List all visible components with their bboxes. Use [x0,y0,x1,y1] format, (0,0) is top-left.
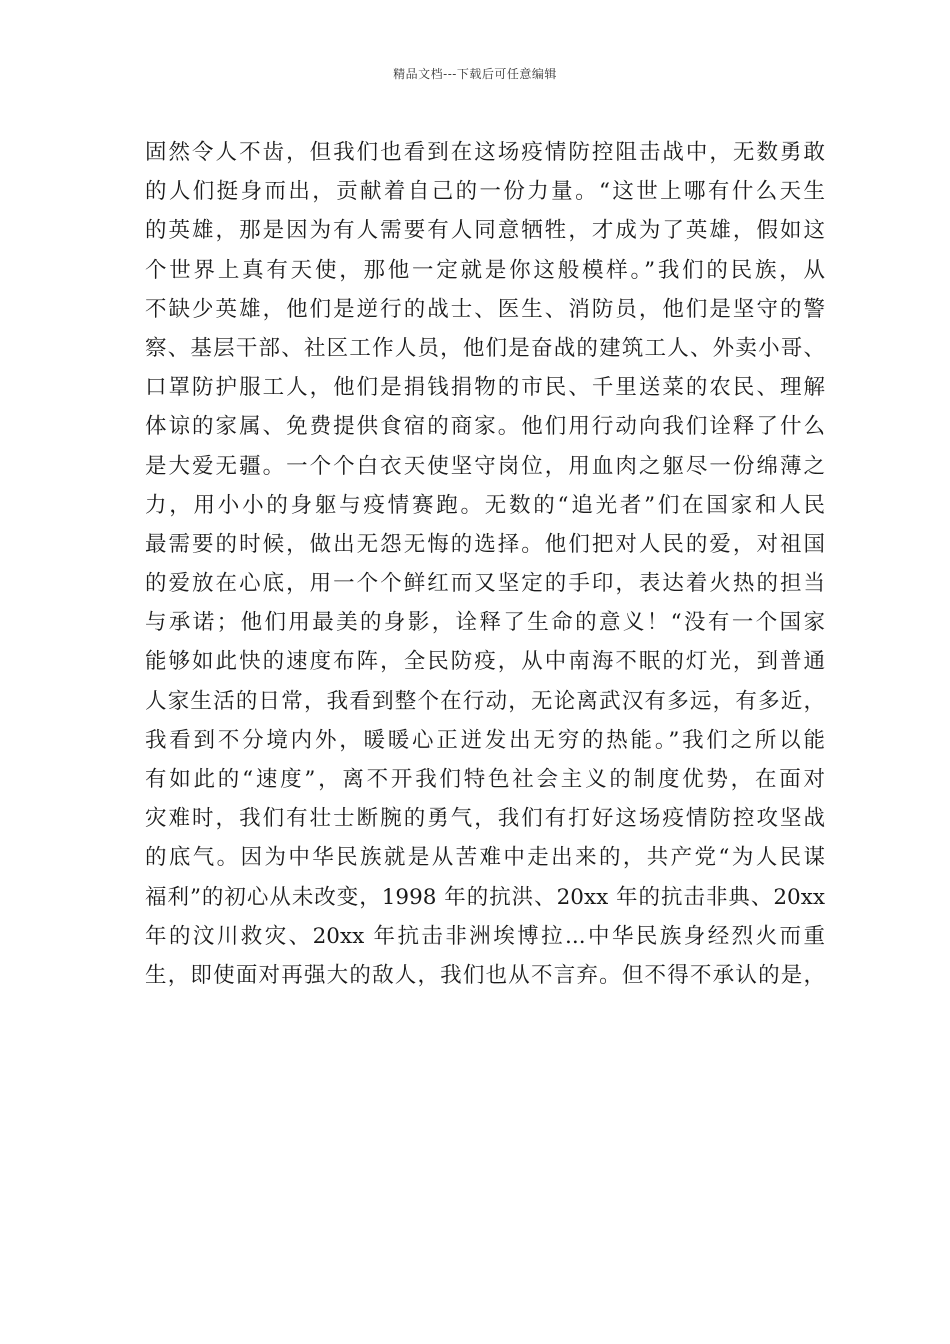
text-line: 体谅的家属、免费提供食宿的商家。他们用行动向我们诠释了什么 [145,414,825,440]
page-header: 精品文档---下载后可任意编辑 [393,67,557,81]
text-line: 口罩防护服工人，他们是捐钱捐物的市民、千里送菜的农民、理解 [145,375,825,401]
text-line: 察、基层干部、社区工作人员，他们是奋战的建筑工人、外卖小哥、 [145,335,825,361]
text-line: 与承诺；他们用最美的身影，诠释了生命的意义！“没有一个国家 [145,610,825,636]
text-line: 我看到不分境内外，暖暖心正迸发出无穷的热能。”我们之所以能 [145,727,825,753]
body-text [145,133,825,995]
text-line: 最需要的时候，做出无怨无悔的选择。他们把对人民的爱，对祖国 [145,531,825,557]
text-line: 能够如此快的速度布阵，全民防疫，从中南海不眠的灯光，到普通 [145,649,825,675]
text-line: 的爱放在心底，用一个个鲜红而又坚定的手印，表达着火热的担当 [145,571,825,597]
text-line: 的英雄，那是因为有人需要有人同意牺牲，才成为了英雄，假如这 [145,218,825,244]
text-line: 生，即使面对再强大的敌人，我们也从不言弃。但不得不承认的是， [145,962,825,988]
text-line: 灾难时，我们有壮士断腕的勇气，我们有打好这场疫情防控攻坚战 [145,806,825,832]
text-line: 固然令人不齿，但我们也看到在这场疫情防控阻击战中，无数勇敢 [145,140,825,165]
text-line: 人家生活的日常，我看到整个在行动，无论离武汉有多远，有多近， [145,688,825,714]
text-line: 个世界上真有天使，那他一定就是你这般模样。”我们的民族，从 [145,257,825,283]
text-line: 不缺少英雄，他们是逆行的战士、医生、消防员，他们是坚守的警 [145,296,825,322]
text-line: 的人们挺身而出，贡献着自己的一份力量。“这世上哪有什么天生 [145,179,825,205]
text-line: 是大爱无疆。一个个白衣天使坚守岗位，用血肉之躯尽一份绵薄之 [145,453,825,479]
text-line: 福利”的初心从未改变，1998 年的抗洪、20xx 年的抗击非典、20xx [145,884,825,910]
text-line: 有如此的“速度”，离不开我们特色社会主义的制度优势，在面对 [145,767,825,792]
text-line: 年的汶川救灾、20xx 年抗击非洲埃博拉...中华民族身经烈火而重 [145,923,825,949]
text-line: 的底气。因为中华民族就是从苦难中走出来的，共产党“为人民谋 [145,845,825,871]
text-line: 力，用小小的身躯与疫情赛跑。无数的“追光者”们在国家和人民 [145,492,825,518]
